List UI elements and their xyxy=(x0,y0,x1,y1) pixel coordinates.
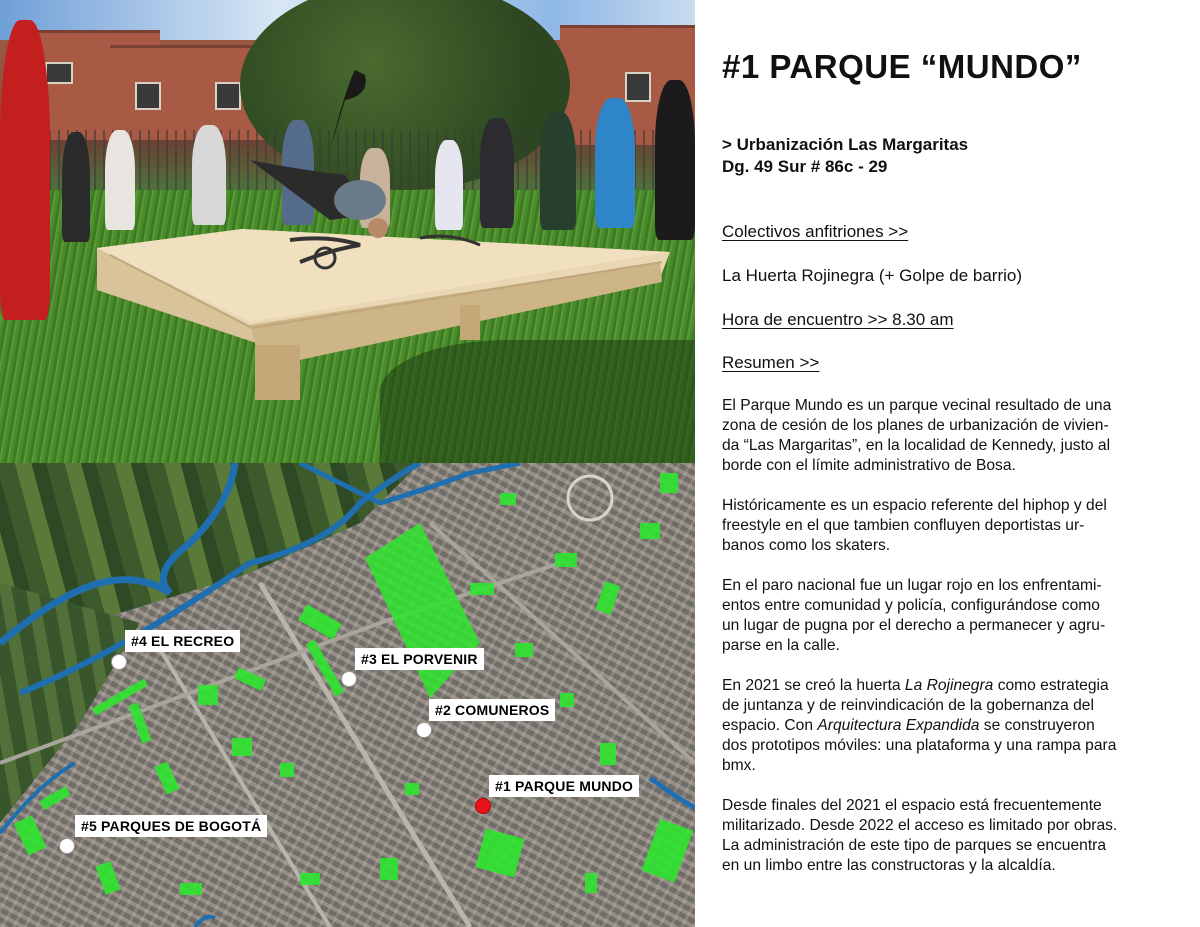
map-label-parques-de-bogota: #5 PARQUES DE BOGOTÁ xyxy=(75,815,267,837)
map-label-el-porvenir: #3 EL PORVENIR xyxy=(355,648,484,670)
marker-comuneros[interactable] xyxy=(416,722,432,738)
map-label-el-recreo: #4 EL RECREO xyxy=(125,630,240,652)
paragraph-line: en un limbo entre las constructoras y la alcaldía. xyxy=(722,857,1056,874)
address-neighborhood: > Urbanización Las Margaritas xyxy=(722,135,969,154)
colectivos-value: La Huerta Rojinegra (+ Golpe de barrio) xyxy=(722,266,1023,285)
marker-parque-mundo[interactable] xyxy=(475,798,491,814)
marker-el-recreo[interactable] xyxy=(111,654,127,670)
paragraph-line: banos como los skaters. xyxy=(722,537,891,554)
paragraph-huerta xyxy=(722,676,1162,776)
address-block xyxy=(722,134,968,178)
marker-parques-de-bogota[interactable] xyxy=(59,838,75,854)
map-overlay xyxy=(0,463,695,927)
map-label-parque-mundo: #1 PARQUE MUNDO xyxy=(489,775,639,797)
paragraph-line: bmx. xyxy=(722,757,756,774)
paragraph-line: da “Las Margaritas”, en la localidad de Kennedy, justo al xyxy=(722,437,1111,454)
address-street: Dg. 49 Sur # 86c - 29 xyxy=(722,157,888,176)
river xyxy=(0,463,235,643)
page-title: #1 PARQUE “MUNDO” xyxy=(722,48,1082,85)
paragraph-line: El Parque Mundo es un parque vecinal resultado de una xyxy=(722,397,1112,414)
paragraph-line: En 2021 se creó la huerta La Rojinegra como estrategia xyxy=(722,677,1109,694)
paragraph-line: En el paro nacional fue un lugar rojo en los enfrentami- xyxy=(722,577,1102,594)
map-label-comuneros: #2 COMUNEROS xyxy=(429,699,555,721)
paragraph-line: Históricamente es un espacio referente del hiphop y del xyxy=(722,497,1107,514)
paragraph-line: de juntanza y de reinvindicación de la gobernanza del xyxy=(722,697,1094,714)
colectivos-heading: Colectivos anfitriones >> xyxy=(722,222,909,241)
paragraph-line: parse en la calle. xyxy=(722,637,840,654)
resumen-heading: Resumen >> xyxy=(722,353,820,372)
paragraph-line: La administración de este tipo de parques se encuentra xyxy=(722,837,1107,854)
green-park-large xyxy=(365,523,480,698)
emphasis-la-rojinegra: La Rojinegra xyxy=(904,677,994,694)
meeting-time: Hora de encuentro >> 8.30 am xyxy=(722,310,954,329)
wooden-platform xyxy=(0,0,695,463)
paragraph-line: borde con el límite administrativo de Bosa. xyxy=(722,457,1016,474)
paragraph-line: dos prototipos móviles: una plataforma y una rampa para xyxy=(722,737,1117,754)
paragraph-line: espacio. Con Arquitectura Expandida se construyeron xyxy=(722,717,1095,734)
paragraph-paro-nacional xyxy=(722,576,1162,656)
paragraph-line: Desde finales del 2021 el espacio está frecuentemente xyxy=(722,797,1102,814)
marker-el-porvenir[interactable] xyxy=(341,671,357,687)
park-photo xyxy=(0,0,695,463)
paragraph-line: freestyle en el que tambien confluyen deportistas ur- xyxy=(722,517,1085,534)
paragraph-intro xyxy=(722,396,1162,476)
paragraph-line: zona de cesión de los planes de urbanización de vivien- xyxy=(722,417,1109,434)
paragraph-line: militarizado. Desde 2022 el acceso es limitado por obras. xyxy=(722,817,1118,834)
satellite-map xyxy=(0,463,695,927)
paragraph-history xyxy=(722,496,1162,556)
paragraph-line: un lugar de pugna por el derecho a permanecer y agru- xyxy=(722,617,1106,634)
paragraph-militarizado xyxy=(722,796,1162,876)
emphasis-arquitectura-expandida: Arquitectura Expandida xyxy=(817,717,980,734)
paragraph-line: entos entre comunidad y policía, configurándose como xyxy=(722,597,1100,614)
